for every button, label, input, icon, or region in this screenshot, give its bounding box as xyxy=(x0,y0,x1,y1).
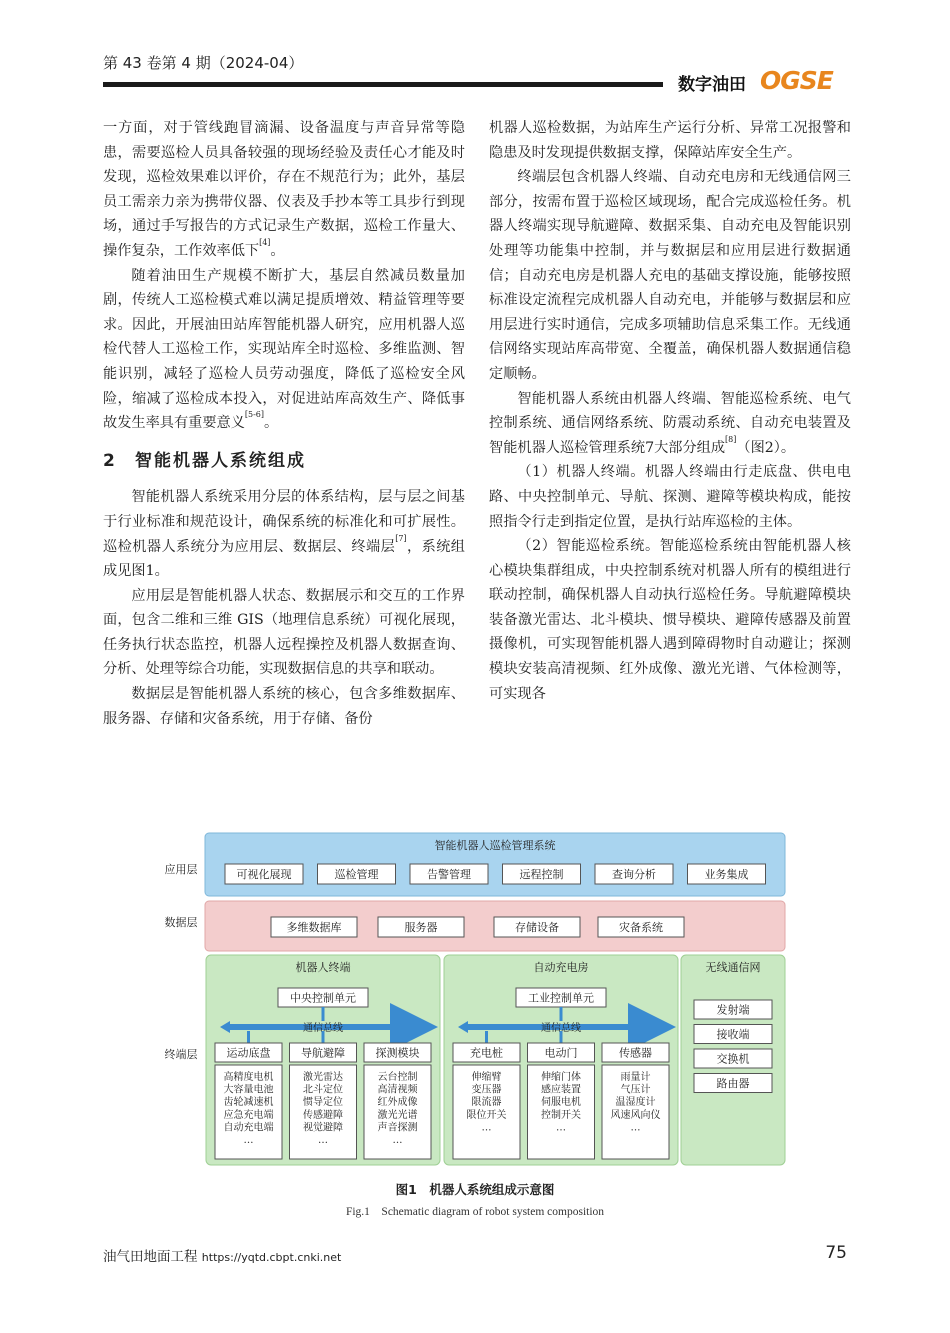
robot-module-item: 高清视频 xyxy=(377,1084,418,1096)
app-module: 查询分析 xyxy=(612,868,656,881)
robot-module-item: 声音探测 xyxy=(377,1122,418,1134)
charge-module-item: 控制开关 xyxy=(541,1109,581,1121)
left-column xyxy=(103,116,465,731)
charge-module-item: … xyxy=(556,1122,566,1134)
page-number: 75 xyxy=(825,1243,847,1263)
citation[interactable]: [7] xyxy=(395,533,407,543)
figure-caption: 图1 机器人系统组成示意图 xyxy=(395,1182,555,1197)
robot-control-unit: 中央控制单元 xyxy=(290,991,356,1005)
robot-module-item: 传感避障 xyxy=(303,1109,343,1121)
robot-title: 机器人终端 xyxy=(295,961,351,974)
robot-module-item: … xyxy=(318,1135,328,1146)
paragraph: 机器人巡检数据，为站库生产运行分析、异常工况报警和隐患及时发现提供数据支撑，保障站库安全生产。 xyxy=(489,120,851,161)
robot-module-item: 北斗定位 xyxy=(303,1084,343,1096)
robot-module-item: 高精度电机 xyxy=(223,1072,274,1083)
paragraph: 一方面，对于管线跑冒滴漏、设备温度与声音异常等隐患，需要巡检人员具备较强的现场经验及责任心才能及时发现，巡检效果难以评价，存在不规范行为；此外，基层员工需亲力亲为携带仪器、仪表及手抄本等工具步行到现场，通过手写报告的方式记录生产数据，巡检工作量大、操作复杂，工作效率低下[4]。 xyxy=(103,120,465,259)
wireless-item: 交换机 xyxy=(716,1052,750,1066)
data-layer-label: 数据层 xyxy=(164,916,198,929)
wireless-item: 路由器 xyxy=(716,1077,750,1090)
robot-module-item: 齿轮减速机 xyxy=(223,1097,274,1109)
app-module: 告警管理 xyxy=(427,868,471,881)
terminal-layer-label: 终端层 xyxy=(164,1048,198,1061)
charge-module-item: 感应装置 xyxy=(541,1084,581,1096)
paragraph: （1）机器人终端。机器人终端由行走底盘、供电电路、中央控制单元、导航、探测、避障等模块构成，能按照指令行走到指定位置，是执行站库巡检的主体。 xyxy=(489,464,851,530)
charge-module-item: … xyxy=(481,1122,492,1134)
paragraph: 随着油田生产规模不断扩大，基层自然减员数量加剧，传统人工巡检模式难以满足提质增效、精益管理等要求。因此，开展油田站库智能机器人研究，应用机器人巡检代替人工巡检工作，实现站库全时巡检、多维监测、智能识别，减轻了巡检人员劳动强度，降低了巡检安全风险，缩减了巡检成本投入，对促进站库高效生产、降低事故发生率具有重要意义[5-6]。 xyxy=(103,267,465,432)
paragraph: 数据层是智能机器人系统的核心，包含多维数据库、服务器、存储和灾备系统，用于存储、备份 xyxy=(103,686,465,727)
charge-control-unit: 工业控制单元 xyxy=(528,991,594,1005)
charge-module-item: 气压计 xyxy=(620,1084,651,1096)
robot-module-title: 运动底盘 xyxy=(226,1046,271,1060)
issue-label: 第 43 卷第 4 期（2024-04） xyxy=(103,54,304,72)
charge-module-item: … xyxy=(630,1122,641,1134)
wireless-item: 发射端 xyxy=(716,1003,750,1017)
robot-module-item: … xyxy=(243,1135,254,1146)
charge-module-item: 温湿度计 xyxy=(615,1097,656,1109)
robot-module-item: 红外成像 xyxy=(377,1097,418,1109)
robot-module-title: 探测模块 xyxy=(375,1046,420,1060)
charge-module-title: 传感器 xyxy=(619,1046,652,1060)
charge-bus-label: 通信总线 xyxy=(541,1023,581,1034)
robot-module-item: 激光雷达 xyxy=(303,1072,343,1083)
app-layer-label: 应用层 xyxy=(164,863,198,876)
charge-module-item: 风速风向仪 xyxy=(610,1109,661,1121)
citation[interactable]: [4] xyxy=(259,237,271,247)
app-module: 可视化展现 xyxy=(236,868,292,881)
robot-module-title: 导航避障 xyxy=(301,1046,345,1060)
robot-module-item: 云台控制 xyxy=(377,1072,418,1083)
app-module: 巡检管理 xyxy=(334,868,379,881)
robot-module-item: 惯导定位 xyxy=(303,1097,343,1109)
header-rule xyxy=(103,82,663,87)
paragraph: 应用层是智能机器人状态、数据展示和交互的工作界面，包含二维和三维 GIS（地理信息系统）可视化展现，任务执行状态监控，机器人远程操控及机器人数据查询、分析、处理等综合功能，实现数据信息的共享和联动。 xyxy=(103,587,465,678)
footer-journal: 油气田地面工程 https://yqtd.cbpt.cnki.net xyxy=(103,1249,342,1265)
charge-module-item: 伸缩臂 xyxy=(471,1072,502,1083)
paragraph: 终端层包含机器人终端、自动充电房和无线通信网三部分，按需布置于巡检区域现场，配合完成巡检任务。机器人终端实现导航避障、数据采集、自动充电及智能识别处理等功能集中控制，并与数据层和应用层进行数据通信；自动充电房是机器人充电的基础支撑设施，能够按照标准设定流程完成机器人自动充电，并能够与数据层和应用层进行实时通信，完成多项辅助信息采集工作。无线通信网络实现站库高带宽、全覆盖，确保机器人数据通信稳定顺畅。 xyxy=(489,169,851,382)
data-module: 服务器 xyxy=(404,921,438,934)
robot-module-item: 大容量电池 xyxy=(223,1084,274,1096)
data-module: 多维数据库 xyxy=(286,921,342,934)
charge-module-title: 电动门 xyxy=(544,1046,578,1060)
charge-module-item: 伸缩门体 xyxy=(541,1072,581,1083)
robot-bus-label: 通信总线 xyxy=(303,1023,343,1034)
data-module: 灾备系统 xyxy=(619,921,663,934)
robot-module-item: 激光光谱 xyxy=(377,1109,418,1121)
paragraph: 智能机器人系统采用分层的体系结构，层与层之间基于行业标准和规范设计，确保系统的标准化和可扩展性。巡检机器人系统分为应用层、数据层、终端层[7]，系统组成见图1。 xyxy=(103,489,465,580)
section-heading: 2 智能机器人系统组成 xyxy=(103,450,306,471)
citation[interactable]: [8] xyxy=(725,434,737,444)
robot-module-item: 应急充电端 xyxy=(223,1109,274,1121)
paragraph: 智能机器人系统由机器人终端、智能巡检系统、电气控制系统、通信网络系统、防震动系统、自动充电装置及智能机器人巡检管理系统7大部分组成[8]（图2）。 xyxy=(489,390,851,456)
right-column xyxy=(489,116,851,706)
charge-title: 自动充电房 xyxy=(533,961,589,974)
ogse-logo: OGSE xyxy=(760,66,833,95)
charge-module-item: 限位开关 xyxy=(466,1109,507,1121)
data-module: 存储设备 xyxy=(515,921,559,934)
charge-module-title: 充电桩 xyxy=(470,1046,503,1060)
robot-module-item: 自动充电端 xyxy=(223,1122,274,1134)
app-layer-title: 智能机器人巡检管理系统 xyxy=(434,839,556,852)
charge-module-item: 限流器 xyxy=(471,1097,502,1109)
citation[interactable]: [5-6] xyxy=(244,410,265,420)
journal-url[interactable]: https://yqtd.cbpt.cnki.net xyxy=(201,1251,342,1264)
robot-module-item: … xyxy=(392,1135,403,1146)
app-module: 远程控制 xyxy=(519,868,564,881)
column-title: 数字油田 xyxy=(678,75,746,95)
system-diagram xyxy=(157,828,797,1168)
paragraph: （2）智能巡检系统。智能巡检系统由智能机器人核心模块集群组成，中央控制系统对机器人所有的模组进行联动控制，确保机器人自动执行巡检任务。导航避障模块装备激光雷达、北斗模块、惯导模块、避障传感器及前置摄像机，可实现智能机器人遇到障碍物时自动避让；探测模块安装高清视频、红外成像、激光光谱、气体检测等，可实现各 xyxy=(489,538,851,702)
charge-module-item: 变压器 xyxy=(471,1084,502,1096)
charge-module-item: 伺服电机 xyxy=(541,1097,581,1109)
figure-caption-en: Fig.1 Schematic diagram of robot system composition xyxy=(345,1206,605,1218)
charge-module-item: 雨量计 xyxy=(620,1072,651,1083)
wireless-item: 接收端 xyxy=(716,1028,750,1041)
robot-module-item: 视觉避障 xyxy=(303,1122,343,1134)
wireless-title: 无线通信网 xyxy=(705,961,761,974)
app-module: 业务集成 xyxy=(704,868,749,881)
